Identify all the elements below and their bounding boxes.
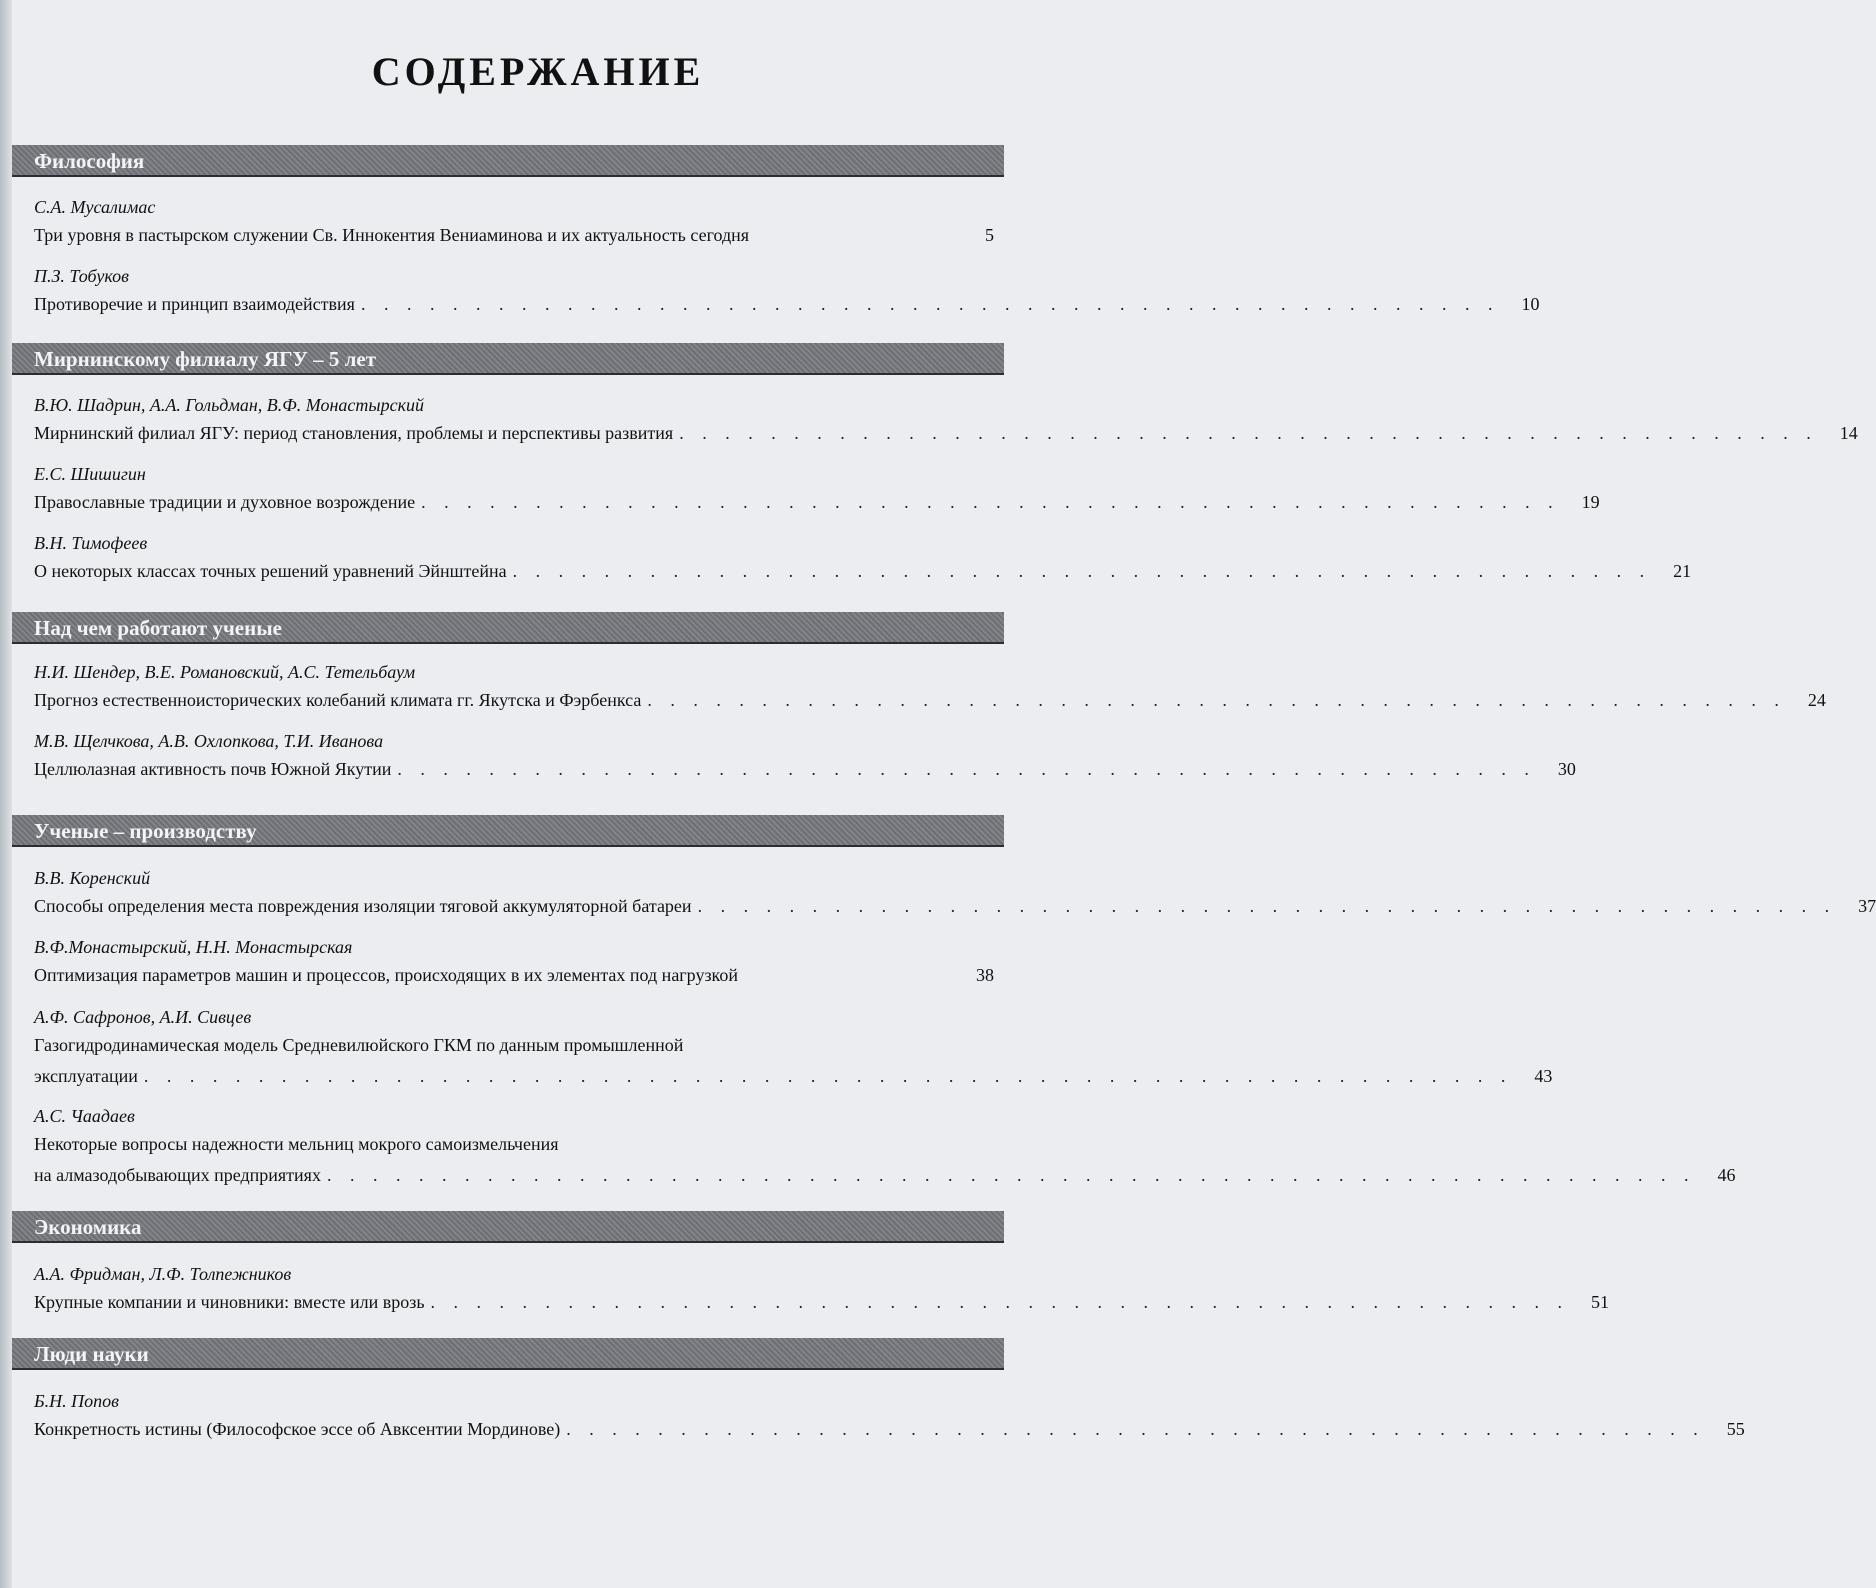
leader-dots: . . . . . . . . . . . . . . . . . . . . . . . . . . . . . . . . . . . . . . . . . . . . . . . . . . <box>647 690 1786 710</box>
entry-title-line[interactable] <box>34 220 994 251</box>
entry-author: В.В. Коренский <box>34 868 151 888</box>
entry-page: 30 <box>1557 759 1576 779</box>
toc-entry[interactable] <box>34 1262 1610 1318</box>
entry-title-line[interactable] <box>34 960 994 991</box>
entry-author: Б.Н. Попов <box>34 1391 119 1411</box>
toc-entry[interactable] <box>34 1104 1736 1191</box>
entry-page: 24 <box>1807 690 1826 710</box>
entry-title-line[interactable] <box>34 1129 994 1160</box>
leader-dots: . . . . . . . . . . . . . . . . . . . . . . . . . . . . . . . . . . . . . . . . . . . . . . . . . . <box>430 1292 1570 1312</box>
toc-entry[interactable] <box>34 729 1576 785</box>
toc-entry[interactable] <box>34 1389 1745 1445</box>
entry-title-line[interactable] <box>34 1414 1745 1445</box>
entry-title-line[interactable] <box>34 754 1576 785</box>
entry-title-line[interactable] <box>34 1030 994 1061</box>
entry-author: А.С. Чаадаев <box>34 1106 135 1126</box>
section-header-economics: Экономика <box>12 1211 1004 1243</box>
entry-title: О некоторых классах точных решений уравнений Эйнштейна <box>34 561 507 581</box>
entry-title: Некоторые вопросы надежности мельниц мокрого самоизмельчения <box>34 1134 559 1154</box>
section-header-industry: Ученые – производству <box>12 815 1004 847</box>
entry-author: П.З. Тобуков <box>34 266 129 286</box>
entry-title: Крупные компании и чиновники: вместе или врозь <box>34 1292 425 1312</box>
leader-dots: . . . . . . . . . . . . . . . . . . . . . . . . . . . . . . . . . . . . . . . . . . . . . . . . . . <box>512 561 1652 581</box>
entry-title: Оптимизация параметров машин и процессов, происходящих в их элементах под нагрузкой <box>34 965 739 985</box>
entry-page: 5 <box>985 225 994 245</box>
entry-author: Е.С. Шишигин <box>34 464 146 484</box>
entry-page: 19 <box>1581 492 1600 512</box>
entry-title: Способы определения места повреждения изоляции тяговой аккумуляторной батареи <box>34 896 692 916</box>
toc-entry[interactable] <box>34 531 1692 587</box>
section-header-research: Над чем работают ученые <box>12 612 1004 644</box>
leader-dots: . . . . . . . . . . . . . . . . . . . . . . . . . . . . . . . . . . . . . . . . . . . . . . . . . . . . . . . . . . . . <box>326 1165 1696 1185</box>
toc-entry[interactable] <box>34 660 1826 716</box>
page-edge <box>0 0 12 1588</box>
page-title: СОДЕРЖАНИЕ <box>371 49 705 94</box>
toc-entry[interactable] <box>34 462 1600 518</box>
entry-author: С.А. Мусалимас <box>34 197 156 217</box>
entry-title-line[interactable] <box>34 1287 1610 1318</box>
entry-page: 38 <box>976 965 994 985</box>
entry-title-line[interactable] <box>34 487 1600 518</box>
section-header-philosophy: Философия <box>12 145 1004 177</box>
entry-title: Православные традиции и духовное возрождение <box>34 492 416 512</box>
leader-dots: . . . . . . . . . . . . . . . . . . . . . . . . . . . . . . . . . . . . . . . . . . . . . . . . . . <box>697 896 1837 916</box>
entry-title: Мирнинский филиал ЯГУ: период становления, проблемы и перспективы развития <box>34 423 674 443</box>
entry-author: В.Ю. Шадрин, А.А. Гольдман, В.Ф. Монастырский <box>34 395 425 415</box>
entry-page: 10 <box>1521 294 1540 314</box>
entry-title-line[interactable] <box>34 1160 1736 1191</box>
leader-dots: . . . . . . . . . . . . . . . . . . . . . . . . . . . . . . . . . . . . . . . . . . . . . . . . . . <box>421 492 1560 512</box>
toc-entry[interactable] <box>34 393 1858 449</box>
leader-dots: . . . . . . . . . . . . . . . . . . . . . . . . . . . . . . . . . . . . . . . . . . . . . . . . . . <box>397 759 1536 779</box>
entry-title: Прогноз естественноисторических колебаний климата гг. Якутска и Фэрбенкса <box>34 690 642 710</box>
entry-title-line[interactable] <box>34 418 1858 449</box>
leader-dots: . . . . . . . . . . . . . . . . . . . . . . . . . . . . . . . . . . . . . . . . . . . . . . . . . . <box>566 1419 1705 1439</box>
entry-author: В.Ф.Монастырский, Н.Н. Монастырская <box>34 937 353 957</box>
entry-title-line[interactable] <box>34 891 1876 922</box>
leader-dots: . . . . . . . . . . . . . . . . . . . . . . . . . . . . . . . . . . . . . . . . . . . . . . . . . . <box>360 294 1500 314</box>
entry-page: 46 <box>1717 1165 1736 1185</box>
entry-author: А.Ф. Сафронов, А.И. Сивцев <box>34 1007 252 1027</box>
entry-title-line[interactable] <box>34 685 1826 716</box>
entry-title: Целлюлазная активность почв Южной Якутии <box>34 759 392 779</box>
entry-page: 55 <box>1726 1419 1745 1439</box>
entry-page: 14 <box>1839 423 1858 443</box>
entry-title: Три уровня в пастырском служении Св. Иннокентия Вениаминова и их актуальность сегодня <box>34 225 750 245</box>
entry-author: М.В. Щелчкова, А.В. Охлопкова, Т.И. Иванова <box>34 731 384 751</box>
section-header-people-of-science: Люди науки <box>12 1338 1004 1370</box>
leader-dots: . . . . . . . . . . . . . . . . . . . . . . . . . . . . . . . . . . . . . . . . . . . . . . . . . . . . . . . . . . . . <box>143 1066 1513 1086</box>
entry-title-continued: на алмазодобывающих предприятиях <box>34 1165 321 1185</box>
entry-page: 37 <box>1858 896 1876 916</box>
toc-entry[interactable] <box>34 1005 1553 1092</box>
entry-title: Конкретность истины (Философское эссе об Авксентии Мординове) <box>34 1419 561 1439</box>
leader-dots: . . . . . . . . . . . . . . . . . . . . . . . . . . . . . . . . . . . . . . . . . . . . . . . . . . <box>679 423 1818 443</box>
entry-title-line[interactable] <box>34 556 1692 587</box>
entry-title-line[interactable] <box>34 289 1540 320</box>
entry-title: Противоречие и принцип взаимодействия <box>34 294 355 314</box>
toc-entry[interactable] <box>34 264 1540 320</box>
entry-author: В.Н. Тимофеев <box>34 533 148 553</box>
toc-entry[interactable] <box>34 195 994 251</box>
toc-entry[interactable] <box>34 935 994 991</box>
entry-title: Газогидродинамическая модель Средневилюйского ГКМ по данным промышленной <box>34 1035 684 1055</box>
toc-entry[interactable] <box>34 866 1876 922</box>
entry-title-continued: эксплуатации <box>34 1066 138 1086</box>
entry-page: 43 <box>1534 1066 1553 1086</box>
entry-page: 51 <box>1591 1292 1610 1312</box>
entry-author: А.А. Фридман, Л.Ф. Толпежников <box>34 1264 292 1284</box>
entry-page: 21 <box>1673 561 1692 581</box>
entry-author: Н.И. Шендер, В.Е. Романовский, А.С. Тетельбаум <box>34 662 416 682</box>
section-header-mirny-branch: Мирнинскому филиалу ЯГУ – 5 лет <box>12 343 1004 375</box>
entry-title-line[interactable] <box>34 1061 1553 1092</box>
